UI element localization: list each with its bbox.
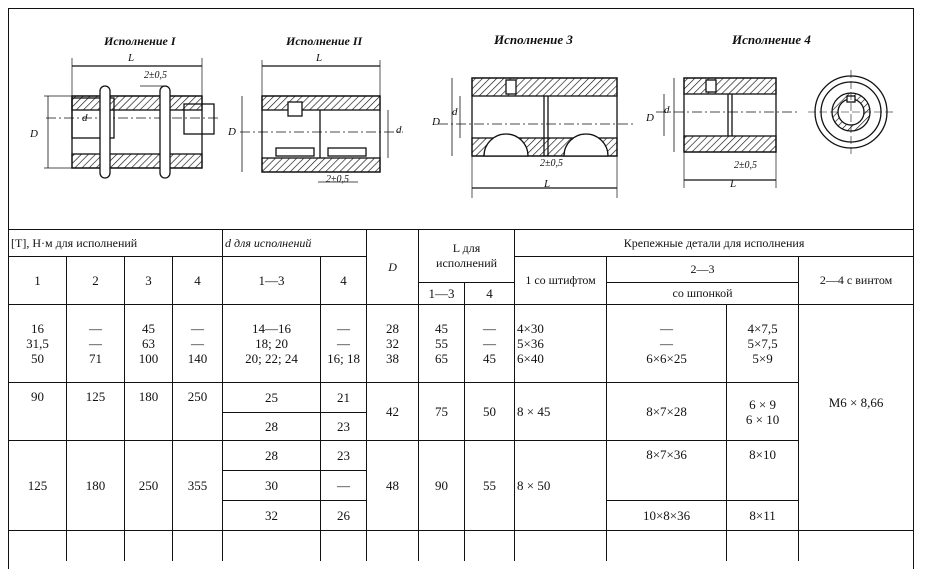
header-fasteners: Крепежные детали для исполнения <box>515 230 914 257</box>
cell-torque-4: 250 <box>173 383 223 441</box>
dim-gap-4: 2±0,5 <box>734 160 757 171</box>
dim-d-2: d <box>396 124 402 136</box>
cell-screw: М6 × 8,66 <box>799 305 914 501</box>
cell-torque-4: 355 <box>173 441 223 531</box>
header-d-4: 4 <box>321 257 367 305</box>
cell-torque-2: — — 71 <box>67 305 125 383</box>
drawing-variant-3 <box>438 78 633 198</box>
dim-L-3: L <box>544 178 551 190</box>
dim-L-1: L <box>128 52 135 64</box>
header-torque-2: 2 <box>67 257 125 305</box>
table-row-empty <box>9 531 914 561</box>
dim-L-4: L <box>730 178 737 190</box>
cell-d-4: 23 <box>321 441 367 471</box>
header-L-4: 4 <box>465 283 515 305</box>
cell-d-4: — <box>321 471 367 501</box>
header-fastener-2-3: 2—3 <box>607 257 799 283</box>
dim-D-3: D <box>432 116 440 128</box>
cell-fastener-2a: — — 6×6×25 <box>607 305 727 383</box>
cell-d-1-3: 28 <box>223 441 321 471</box>
cell-D: 42 <box>367 383 419 441</box>
cell-d-1-3: 14—16 18; 20 20; 22; 24 <box>223 305 321 383</box>
cell-fastener-2b: 8×11 <box>727 501 799 531</box>
cell-L-4: — — 45 <box>465 305 515 383</box>
cell-torque-1: 90 <box>9 383 67 441</box>
cell-d-1-3: 28 <box>223 413 321 441</box>
cell-D: 28 32 38 <box>367 305 419 383</box>
table-row <box>9 441 914 471</box>
cell-d-1-3: 25 <box>223 383 321 413</box>
header-fastener-1: 1 со штифтом <box>515 257 607 305</box>
cell-d-4: 23 <box>321 413 367 441</box>
drawing-variant-4 <box>656 70 894 188</box>
dim-gap-1: 2±0,5 <box>144 70 167 81</box>
dim-d-4: d <box>664 104 670 116</box>
cell-torque-2: 180 <box>67 441 125 531</box>
header-d-1-3: 1—3 <box>223 257 321 305</box>
header-fastener-key: со шпонкой <box>607 283 799 305</box>
cell-fastener-1: 8 × 50 <box>515 441 607 531</box>
header-torque-4: 4 <box>173 257 223 305</box>
cell-d-4: 26 <box>321 501 367 531</box>
caption-variant-3: Исполнение 3 <box>494 32 573 47</box>
cell-fastener-2b: 8×10 <box>727 441 799 501</box>
cell-fastener-2b: 6 × 9 6 × 10 <box>727 383 799 441</box>
cell-d-1-3: 32 <box>223 501 321 531</box>
caption-variant-2: Исполнение II <box>286 34 363 48</box>
header-d: d для исполнений <box>223 230 367 257</box>
drawing-variant-2 <box>240 60 403 182</box>
cell-screw-continued <box>799 501 914 531</box>
cell-torque-3: 45 63 100 <box>125 305 173 383</box>
cell-fastener-2b: 4×7,5 5×7,5 5×9 <box>727 305 799 383</box>
caption-variant-4: Исполнение 4 <box>732 32 811 47</box>
cell-d-4: — — 16; 18 <box>321 305 367 383</box>
table-row <box>9 305 914 383</box>
cell-fastener-2a: 8×7×28 <box>607 383 727 441</box>
header-torque-1: 1 <box>9 257 67 305</box>
header-L-1-3: 1—3 <box>419 283 465 305</box>
cell-L-1-3: 90 <box>419 441 465 531</box>
cell-torque-2: 125 <box>67 383 125 441</box>
cell-fastener-2a: 8×7×36 <box>607 441 727 501</box>
header-row-1 <box>9 230 914 257</box>
drawing-variant-1 <box>44 58 218 178</box>
cell-D: 48 <box>367 441 419 531</box>
dim-gap-3: 2±0,5 <box>540 158 563 169</box>
dim-D-4: D <box>646 112 654 124</box>
header-torque: [T], Н·м для исполнений <box>9 230 223 257</box>
cell-fastener-1: 4×30 5×36 6×40 <box>515 305 607 383</box>
cell-torque-1: 16 31,5 50 <box>9 305 67 383</box>
dim-D-2: D <box>228 126 236 138</box>
spec-table <box>8 229 914 561</box>
cell-fastener-1: 8 × 45 <box>515 383 607 441</box>
cell-L-1-3: 45 55 65 <box>419 305 465 383</box>
dim-L-2: L <box>316 52 323 64</box>
cell-torque-3: 250 <box>125 441 173 531</box>
header-L: L для исполнений <box>419 230 515 283</box>
cell-fastener-2a: 10×8×36 <box>607 501 727 531</box>
header-torque-3: 3 <box>125 257 173 305</box>
cell-L-4: 55 <box>465 441 515 531</box>
cell-torque-4: — — 140 <box>173 305 223 383</box>
cell-L-1-3: 75 <box>419 383 465 441</box>
header-fastener-2-4: 2—4 с винтом <box>799 257 914 305</box>
dim-D-1: D <box>30 128 38 140</box>
dim-d-1: d <box>82 112 88 124</box>
table-row <box>9 383 914 413</box>
cell-torque-3: 180 <box>125 383 173 441</box>
cell-L-4: 50 <box>465 383 515 441</box>
dim-gap-2: 2±0,5 <box>326 174 349 185</box>
dim-d-3: d <box>452 106 458 118</box>
cell-d-1-3: 30 <box>223 471 321 501</box>
cell-torque-1: 125 <box>9 441 67 531</box>
cell-d-4: 21 <box>321 383 367 413</box>
caption-variant-1: Исполнение I <box>104 34 176 48</box>
header-D: D <box>367 230 419 305</box>
